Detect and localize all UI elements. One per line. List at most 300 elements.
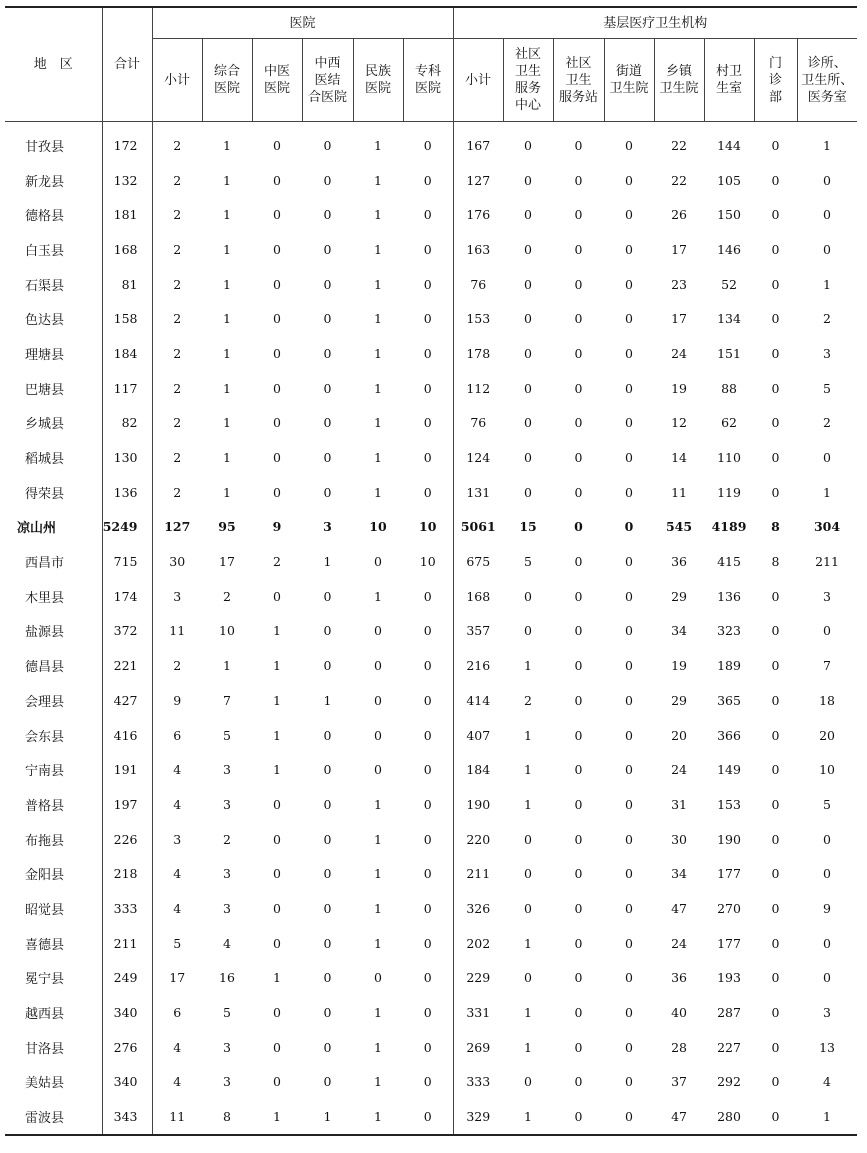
value-cell: 1 (273, 658, 281, 674)
value-cell: 146 (717, 241, 741, 257)
value-cell: 216 (453, 648, 503, 683)
value-cell: 0 (574, 1005, 583, 1021)
total-cell: 174 (102, 579, 152, 614)
value-cell: 0 (323, 935, 332, 951)
value-cell: 4 (173, 762, 182, 778)
total-header: 合计 (102, 7, 152, 122)
value-cell: 0 (574, 727, 583, 743)
value-cell: 4 (173, 1074, 182, 1090)
value-cell: 19 (671, 658, 687, 674)
value-cell: 0 (273, 484, 281, 500)
region-name: 冕宁县 (5, 961, 102, 996)
region-name: 乡城县 (5, 406, 102, 441)
table-row (5, 856, 857, 891)
value-cell: 1 (273, 1109, 281, 1125)
value-cell: 1 (374, 380, 382, 396)
region-name: 雷波县 (5, 1099, 102, 1135)
value-cell: 0 (423, 727, 432, 743)
value-cell: 190 (717, 831, 741, 847)
hospital-col-header-4: 民族 医院 (353, 39, 403, 122)
total-cell: 181 (102, 197, 152, 232)
value-cell: 0 (771, 415, 780, 431)
region-name: 德格县 (5, 197, 102, 232)
total-cell: 715 (102, 544, 152, 579)
value-cell: 1 (273, 970, 281, 986)
value-cell: 3 (223, 1074, 231, 1090)
value-cell: 3 (173, 588, 182, 604)
value-cell: 0 (323, 796, 332, 812)
grassroots-header: 基层医疗卫生机构 (453, 7, 857, 39)
value-cell: 331 (453, 995, 503, 1030)
value-cell: 0 (273, 415, 281, 431)
total-cell: 191 (102, 752, 152, 787)
value-cell: 0 (823, 831, 831, 847)
value-cell: 37 (671, 1074, 687, 1090)
value-cell: 0 (625, 900, 633, 916)
value-cell: 1 (374, 900, 382, 916)
grassroots-col-header-2: 社区 卫生 服务站 (553, 39, 604, 122)
value-cell: 0 (625, 727, 633, 743)
value-cell: 270 (717, 900, 741, 916)
value-cell: 211 (453, 856, 503, 891)
value-cell: 0 (423, 831, 432, 847)
total-cell: 211 (102, 926, 152, 961)
table-row (5, 787, 857, 822)
value-cell: 0 (273, 935, 281, 951)
value-cell: 0 (273, 276, 281, 292)
value-cell: 2 (524, 692, 532, 708)
value-cell: 333 (453, 1065, 503, 1100)
value-cell: 26 (671, 207, 687, 223)
value-cell: 0 (574, 345, 583, 361)
value-cell: 0 (823, 970, 831, 986)
table-row (5, 406, 857, 441)
value-cell: 3 (223, 762, 231, 778)
hospital-col-header-2: 中医 医院 (252, 39, 302, 122)
table-row (5, 510, 857, 545)
value-cell: 0 (524, 450, 532, 466)
value-cell: 131 (453, 475, 503, 510)
value-cell: 177 (717, 935, 741, 951)
grassroots-col-header-6: 门 诊 部 (754, 39, 797, 122)
total-cell: 340 (102, 1065, 152, 1100)
total-cell: 221 (102, 648, 152, 683)
value-cell: 0 (374, 554, 382, 570)
value-cell: 144 (717, 137, 741, 153)
value-cell: 407 (453, 718, 503, 753)
value-cell: 0 (574, 658, 583, 674)
value-cell: 2 (173, 345, 182, 361)
hospitals-header: 医院 (152, 7, 453, 39)
value-cell: 0 (625, 554, 633, 570)
value-cell: 10 (419, 554, 436, 570)
value-cell: 0 (625, 241, 633, 257)
value-cell: 0 (771, 207, 780, 223)
region-name: 新龙县 (5, 163, 102, 198)
value-cell: 8 (771, 554, 780, 570)
table-row (5, 648, 857, 683)
value-cell: 0 (323, 658, 332, 674)
value-cell: 0 (423, 623, 432, 639)
value-cell: 4 (223, 935, 231, 951)
grassroots-col-header-0: 小计 (453, 39, 503, 122)
value-cell: 1 (374, 1039, 382, 1055)
value-cell: 0 (524, 831, 532, 847)
value-cell: 0 (273, 866, 281, 882)
region-name: 色达县 (5, 301, 102, 336)
value-cell: 22 (671, 137, 687, 153)
table-row (5, 926, 857, 961)
value-cell: 0 (771, 137, 780, 153)
value-cell: 30 (671, 831, 687, 847)
region-name: 布拖县 (5, 822, 102, 857)
value-cell: 0 (423, 484, 432, 500)
value-cell: 0 (273, 1005, 281, 1021)
value-cell: 163 (453, 232, 503, 267)
value-cell: 13 (819, 1039, 835, 1055)
total-cell: 276 (102, 1030, 152, 1065)
value-cell: 10 (369, 519, 387, 535)
value-cell: 415 (717, 554, 741, 570)
value-cell: 149 (717, 762, 741, 778)
value-cell: 0 (423, 1039, 432, 1055)
region-name: 金阳县 (5, 856, 102, 891)
value-cell: 134 (717, 311, 741, 327)
value-cell: 10 (819, 762, 835, 778)
value-cell: 0 (574, 415, 583, 431)
value-cell: 34 (671, 623, 687, 639)
value-cell: 0 (423, 450, 432, 466)
value-cell: 3 (173, 831, 182, 847)
value-cell: 0 (423, 415, 432, 431)
value-cell: 2 (173, 658, 182, 674)
value-cell: 1 (374, 207, 382, 223)
value-cell: 0 (574, 207, 583, 223)
value-cell: 1 (823, 137, 831, 153)
value-cell: 0 (574, 1109, 583, 1125)
value-cell: 0 (624, 519, 634, 535)
value-cell: 287 (717, 1005, 741, 1021)
value-cell: 47 (671, 1109, 687, 1125)
value-cell: 0 (625, 831, 633, 847)
value-cell: 0 (771, 866, 780, 882)
region-name: 西昌市 (5, 544, 102, 579)
value-cell: 2 (173, 484, 182, 500)
value-cell: 1 (223, 172, 231, 188)
value-cell: 20 (671, 727, 687, 743)
region-name: 会东县 (5, 718, 102, 753)
value-cell: 1 (823, 484, 831, 500)
value-cell: 88 (721, 380, 737, 396)
value-cell: 3 (223, 900, 231, 916)
value-cell: 0 (574, 588, 583, 604)
value-cell: 0 (625, 692, 633, 708)
value-cell: 0 (771, 380, 780, 396)
value-cell: 9 (823, 900, 831, 916)
value-cell: 229 (453, 961, 503, 996)
value-cell: 11 (671, 484, 687, 500)
value-cell: 29 (671, 588, 687, 604)
value-cell: 0 (574, 935, 583, 951)
total-cell: 343 (102, 1099, 152, 1135)
value-cell: 2 (173, 241, 182, 257)
value-cell: 357 (453, 614, 503, 649)
value-cell: 15 (519, 519, 537, 535)
value-cell: 10 (419, 519, 437, 535)
statistics-table-container (5, 6, 857, 1136)
total-cell: 427 (102, 683, 152, 718)
value-cell: 292 (717, 1074, 741, 1090)
value-cell: 0 (323, 970, 332, 986)
value-cell: 2 (823, 311, 831, 327)
value-cell: 0 (273, 345, 281, 361)
value-cell: 0 (771, 623, 780, 639)
table-row (5, 122, 857, 163)
value-cell: 0 (374, 692, 382, 708)
value-cell: 0 (423, 137, 432, 153)
value-cell: 211 (815, 554, 839, 570)
value-cell: 0 (625, 970, 633, 986)
value-cell: 127 (453, 163, 503, 198)
value-cell: 0 (423, 658, 432, 674)
value-cell: 0 (574, 796, 583, 812)
value-cell: 2 (223, 588, 231, 604)
value-cell: 31 (671, 796, 687, 812)
value-cell: 0 (273, 450, 281, 466)
value-cell: 0 (524, 380, 532, 396)
value-cell: 0 (374, 970, 382, 986)
value-cell: 7 (223, 692, 231, 708)
value-cell: 0 (273, 311, 281, 327)
value-cell: 1 (223, 658, 231, 674)
value-cell: 5 (223, 1005, 231, 1021)
region-header: 地 区 (5, 7, 102, 122)
value-cell: 0 (423, 276, 432, 292)
value-cell: 4189 (711, 519, 747, 535)
value-cell: 10 (219, 623, 235, 639)
value-cell: 2 (173, 380, 182, 396)
table-row (5, 475, 857, 510)
value-cell: 0 (625, 345, 633, 361)
value-cell: 5 (823, 796, 831, 812)
value-cell: 3 (823, 588, 831, 604)
table-row (5, 961, 857, 996)
grassroots-col-header-5: 村卫 生室 (704, 39, 754, 122)
value-cell: 0 (574, 450, 583, 466)
value-cell: 2 (223, 831, 231, 847)
value-cell: 0 (374, 658, 382, 674)
total-cell: 81 (102, 267, 152, 302)
value-cell: 184 (453, 752, 503, 787)
value-cell: 0 (273, 207, 281, 223)
value-cell: 0 (524, 207, 532, 223)
value-cell: 0 (823, 450, 831, 466)
value-cell: 0 (524, 484, 532, 500)
value-cell: 52 (721, 276, 737, 292)
value-cell: 0 (524, 345, 532, 361)
value-cell: 5 (524, 554, 532, 570)
region-name: 宁南县 (5, 752, 102, 787)
value-cell: 0 (323, 311, 332, 327)
value-cell: 0 (524, 276, 532, 292)
value-cell: 0 (574, 554, 583, 570)
value-cell: 110 (717, 450, 741, 466)
value-cell: 0 (771, 1005, 780, 1021)
value-cell: 167 (453, 122, 503, 163)
value-cell: 151 (717, 345, 741, 361)
value-cell: 280 (717, 1109, 741, 1125)
value-cell: 3 (223, 796, 231, 812)
value-cell: 1 (524, 727, 532, 743)
value-cell: 1 (374, 1109, 382, 1125)
value-cell: 0 (273, 380, 281, 396)
value-cell: 9 (173, 692, 182, 708)
total-cell: 158 (102, 301, 152, 336)
value-cell: 0 (273, 137, 281, 153)
region-name: 木里县 (5, 579, 102, 614)
value-cell: 1 (374, 1005, 382, 1021)
value-cell: 675 (453, 544, 503, 579)
value-cell: 0 (625, 1109, 633, 1125)
value-cell: 0 (323, 450, 332, 466)
value-cell: 0 (423, 1109, 432, 1125)
value-cell: 1 (823, 276, 831, 292)
value-cell: 5 (223, 727, 231, 743)
value-cell: 4 (173, 796, 182, 812)
value-cell: 0 (625, 484, 633, 500)
table-row (5, 301, 857, 336)
value-cell: 0 (323, 866, 332, 882)
value-cell: 2 (173, 172, 182, 188)
value-cell: 1 (524, 1109, 532, 1125)
value-cell: 0 (323, 762, 332, 778)
value-cell: 1 (273, 623, 281, 639)
total-cell: 226 (102, 822, 152, 857)
value-cell: 8 (223, 1109, 231, 1125)
value-cell: 24 (671, 345, 687, 361)
value-cell: 0 (323, 588, 332, 604)
value-cell: 193 (717, 970, 741, 986)
region-name: 凉山州 (5, 510, 102, 545)
region-name: 会理县 (5, 683, 102, 718)
value-cell: 1 (223, 276, 231, 292)
value-cell: 1 (223, 207, 231, 223)
value-cell: 0 (625, 762, 633, 778)
value-cell: 1 (374, 796, 382, 812)
value-cell: 0 (574, 276, 583, 292)
region-name: 石渠县 (5, 267, 102, 302)
value-cell: 47 (671, 900, 687, 916)
value-cell: 11 (169, 623, 186, 639)
value-cell: 12 (671, 415, 687, 431)
value-cell: 189 (717, 658, 741, 674)
value-cell: 0 (423, 935, 432, 951)
value-cell: 0 (423, 380, 432, 396)
value-cell: 36 (671, 554, 687, 570)
value-cell: 177 (717, 866, 741, 882)
region-name: 喜德县 (5, 926, 102, 961)
value-cell: 1 (374, 241, 382, 257)
value-cell: 1 (374, 276, 382, 292)
value-cell: 0 (771, 276, 780, 292)
value-cell: 2 (273, 554, 281, 570)
value-cell: 1 (524, 1039, 532, 1055)
value-cell: 34 (671, 866, 687, 882)
value-cell: 0 (625, 1039, 633, 1055)
value-cell: 1 (323, 692, 332, 708)
hospital-col-header-5: 专科 医院 (403, 39, 453, 122)
total-cell: 197 (102, 787, 152, 822)
value-cell: 1 (374, 866, 382, 882)
value-cell: 1 (223, 241, 231, 257)
value-cell: 227 (717, 1039, 741, 1055)
value-cell: 24 (671, 935, 687, 951)
table-row (5, 683, 857, 718)
value-cell: 0 (771, 762, 780, 778)
value-cell: 4 (173, 866, 182, 882)
total-cell: 416 (102, 718, 152, 753)
value-cell: 0 (625, 207, 633, 223)
value-cell: 0 (423, 345, 432, 361)
grassroots-col-header-7: 诊所、 卫生所、 医务室 (797, 39, 857, 122)
region-name: 越西县 (5, 995, 102, 1030)
value-cell: 0 (524, 866, 532, 882)
value-cell: 0 (625, 311, 633, 327)
value-cell: 0 (771, 658, 780, 674)
total-cell: 132 (102, 163, 152, 198)
value-cell: 4 (173, 1039, 182, 1055)
value-cell: 24 (671, 762, 687, 778)
value-cell: 0 (771, 900, 780, 916)
value-cell: 0 (374, 762, 382, 778)
value-cell: 17 (219, 554, 235, 570)
value-cell: 0 (423, 1005, 432, 1021)
table-row (5, 232, 857, 267)
value-cell: 0 (524, 900, 532, 916)
value-cell: 4 (173, 900, 182, 916)
value-cell: 8 (771, 519, 780, 535)
value-cell: 1 (374, 935, 382, 951)
value-cell: 0 (323, 1074, 332, 1090)
value-cell: 220 (453, 822, 503, 857)
value-cell: 17 (671, 241, 687, 257)
value-cell: 190 (453, 787, 503, 822)
value-cell: 0 (574, 311, 583, 327)
table-row (5, 197, 857, 232)
value-cell: 9 (272, 519, 282, 535)
table-row (5, 163, 857, 198)
total-cell: 340 (102, 995, 152, 1030)
value-cell: 0 (323, 380, 332, 396)
value-cell: 3 (223, 1039, 231, 1055)
total-cell: 372 (102, 614, 152, 649)
value-cell: 1 (374, 831, 382, 847)
value-cell: 0 (273, 172, 281, 188)
value-cell: 0 (574, 519, 583, 535)
value-cell: 0 (273, 241, 281, 257)
total-cell: 249 (102, 961, 152, 996)
value-cell: 0 (323, 241, 332, 257)
value-cell: 17 (169, 970, 186, 986)
value-cell: 0 (771, 1074, 780, 1090)
region-name: 甘孜县 (5, 122, 102, 163)
value-cell: 2 (173, 276, 182, 292)
value-cell: 0 (423, 970, 432, 986)
value-cell: 0 (423, 796, 432, 812)
value-cell: 0 (574, 970, 583, 986)
region-name: 盐源县 (5, 614, 102, 649)
table-row (5, 1030, 857, 1065)
